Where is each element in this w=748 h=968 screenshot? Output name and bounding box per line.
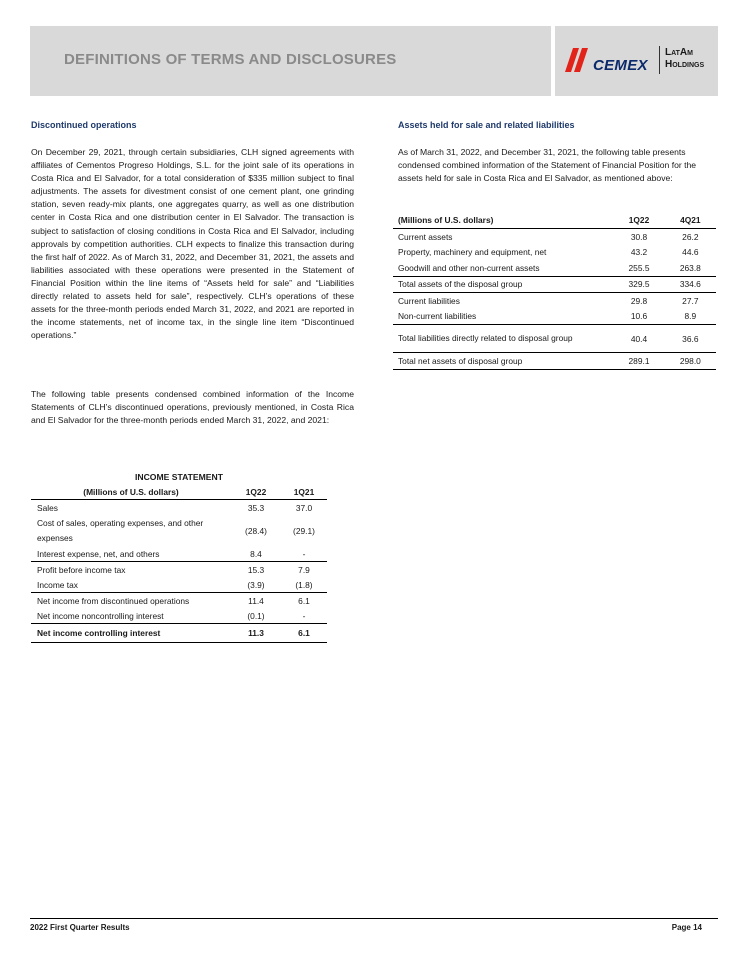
row-value: 30.8 bbox=[630, 231, 648, 242]
table-row bbox=[393, 276, 716, 293]
table-row bbox=[31, 515, 327, 546]
row-value: 7.9 bbox=[298, 564, 310, 575]
logo-separator bbox=[659, 46, 660, 74]
row-value: 255.5 bbox=[613, 260, 664, 276]
logo-line1: LatAm bbox=[665, 47, 693, 58]
column-header: 1Q22 bbox=[613, 212, 664, 229]
row-label: Sales bbox=[37, 502, 58, 513]
section-title-assets-held: Assets held for sale and related liabilities bbox=[398, 120, 575, 130]
table-row bbox=[393, 293, 716, 309]
table-row bbox=[31, 562, 327, 578]
row-label: Current liabilities bbox=[398, 295, 460, 306]
income-intro-paragraph: The following table presents condensed combined information of the Income Statements of CLH’s discontinued operations, previously mentioned, in Costa Rica and El Salvador for the three-month periods ended March 31, 2022, and 2021: bbox=[31, 389, 354, 426]
column-header: (Millions of U.S. dollars) bbox=[31, 484, 231, 500]
row-value: 29.8 bbox=[630, 295, 648, 306]
table-row bbox=[393, 245, 716, 261]
row-label: Net income from discontinued operations bbox=[37, 595, 190, 606]
row-value: 334.6 bbox=[665, 276, 716, 293]
row-label: Property, machinery and equipment, net bbox=[398, 247, 547, 258]
column-header: 1Q21 bbox=[281, 484, 327, 500]
assets-held-table bbox=[393, 212, 716, 370]
row-value: - bbox=[281, 608, 327, 624]
row-value: (0.1) bbox=[231, 608, 281, 624]
row-value: (29.1) bbox=[293, 525, 315, 536]
footer-page-number: Page 14 bbox=[671, 923, 702, 932]
row-label: Total assets of the disposal group bbox=[393, 276, 613, 293]
header-divider bbox=[551, 26, 555, 96]
row-value: 289.1 bbox=[613, 353, 664, 370]
row-label: Profit before income tax bbox=[37, 564, 126, 575]
page-title: DEFINITIONS OF TERMS AND DISCLOSURES bbox=[64, 51, 397, 68]
row-value: 15.3 bbox=[247, 564, 265, 575]
table-row bbox=[31, 593, 327, 609]
row-value: 10.6 bbox=[613, 309, 664, 325]
row-value: 35.3 bbox=[247, 502, 265, 513]
row-label: Total liabilities directly related to disposal group bbox=[393, 325, 613, 353]
row-label: Net income controlling interest bbox=[31, 624, 231, 643]
row-value: 8.4 bbox=[231, 546, 281, 562]
row-value: 329.5 bbox=[613, 276, 664, 293]
row-label: Goodwill and other non-current assets bbox=[393, 260, 613, 276]
logo-subtitle bbox=[665, 47, 704, 71]
row-value: 44.6 bbox=[682, 247, 699, 258]
cemex-slashes-icon bbox=[565, 48, 591, 72]
table-row bbox=[31, 608, 327, 624]
page-header bbox=[30, 26, 718, 96]
income-statement-table bbox=[31, 470, 327, 643]
row-value: (3.9) bbox=[231, 577, 281, 593]
row-label: Interest expense, net, and others bbox=[31, 546, 231, 562]
table-row bbox=[31, 624, 327, 643]
footer-report-title: 2022 First Quarter Results bbox=[30, 923, 130, 932]
column-header: 4Q21 bbox=[665, 212, 716, 229]
row-value: 298.0 bbox=[665, 353, 716, 370]
table-row bbox=[393, 229, 716, 245]
table-row bbox=[393, 353, 716, 370]
row-value: - bbox=[281, 546, 327, 562]
row-label: Cost of sales, operating expenses, and other expenses bbox=[37, 517, 204, 543]
row-value: 26.2 bbox=[682, 231, 699, 242]
assets-intro-paragraph: As of March 31, 2022, and December 31, 2021, the following table presents condensed combined information of the Statement of Financial Position for the assets held for sale in Costa Rica and El Salvador, as mentioned above: bbox=[398, 147, 697, 184]
footer-divider bbox=[30, 918, 718, 919]
row-value: 43.2 bbox=[630, 247, 648, 258]
table-row bbox=[393, 325, 716, 353]
row-value: 263.8 bbox=[665, 260, 716, 276]
row-label: Current assets bbox=[398, 231, 453, 242]
cemex-latam-logo bbox=[557, 26, 718, 96]
row-value: (28.4) bbox=[245, 525, 267, 536]
row-value: 11.3 bbox=[231, 624, 281, 643]
row-value: 27.7 bbox=[682, 295, 699, 306]
logo-brand: CEMEX bbox=[593, 57, 648, 74]
row-label: Total net assets of disposal group bbox=[393, 353, 613, 370]
row-value: 6.1 bbox=[281, 624, 327, 643]
row-value: 11.4 bbox=[248, 595, 264, 606]
table-row bbox=[393, 309, 716, 325]
row-label: Net income noncontrolling interest bbox=[31, 608, 231, 624]
row-value: 8.9 bbox=[665, 309, 716, 325]
column-header: (Millions of U.S. dollars) bbox=[393, 212, 613, 229]
section-title-discontinued: Discontinued operations bbox=[31, 120, 137, 130]
row-value: 6.1 bbox=[298, 595, 310, 606]
row-label: Income tax bbox=[31, 577, 231, 593]
row-value: 37.0 bbox=[295, 502, 313, 513]
row-value: (1.8) bbox=[281, 577, 327, 593]
row-label: Non-current liabilities bbox=[393, 309, 613, 325]
row-value: 40.4 bbox=[613, 325, 664, 353]
table-row bbox=[31, 577, 327, 593]
table-row bbox=[393, 260, 716, 276]
logo-line2: Holdings bbox=[665, 59, 705, 70]
column-header: 1Q22 bbox=[231, 484, 281, 500]
row-value: 36.6 bbox=[665, 325, 716, 353]
table-row bbox=[31, 546, 327, 562]
table-row bbox=[31, 500, 327, 516]
discontinued-paragraph: On December 29, 2021, through certain subsidiaries, CLH signed agreements with affiliates of Cementos Progreso Holdings, S.L. for the joint sale of its operations in Costa Rica and El Salvador, for a total consideration of $335 million subject to final adjustments. The assets for divestment consist of one cement plant, one grinding station, seven ready-mix plants, one aggregates quarry, as well as one distribution center in Costa Rica and one distribution center in El Salvador. The transaction is subject to satisfaction of closing conditions in Costa Rica and El Salvador, including approvals by competition authorities. CLH expects to finalize this transaction during the first half of 2022. As of March 31, 2022, and December 31, 2021, the assets and liabilities associated with these operations were presented in the Statement of Financial Position within the line items of “Assets held for sale” and “Liabilities directly related to assets held for sale”, respectively. CLH’s operations of these assets for the three-month periods ended March 31, 2022, and 2021 are reported in the income statements, net of income tax, in the single line item “Discontinued operations.” bbox=[31, 147, 354, 341]
table-caption: INCOME STATEMENT bbox=[134, 472, 223, 482]
